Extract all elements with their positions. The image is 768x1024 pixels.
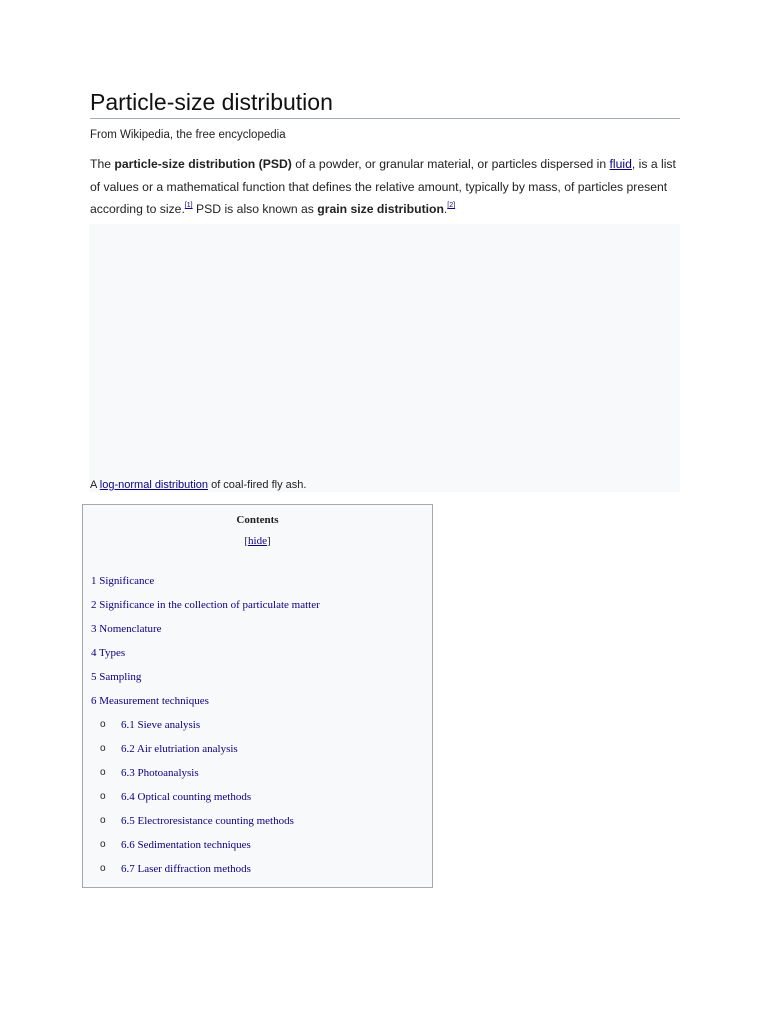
bullet-icon: o bbox=[100, 767, 106, 778]
table-of-contents bbox=[82, 504, 433, 888]
reference-2-link[interactable]: [2] bbox=[447, 202, 456, 209]
reference-1-link[interactable]: [1] bbox=[184, 202, 193, 209]
toc-subitem-photoanalysis[interactable] bbox=[91, 766, 320, 790]
toc-subitem-sedimentation[interactable] bbox=[91, 838, 320, 862]
lead-bold-term: particle-size distribution (PSD) bbox=[114, 157, 292, 171]
lead-bold-term: grain size distribution bbox=[317, 202, 444, 216]
page-title: Particle-size distribution bbox=[90, 88, 680, 119]
fluid-link[interactable]: fluid bbox=[609, 157, 632, 171]
figure-box bbox=[89, 224, 680, 492]
bullet-icon: o bbox=[100, 815, 106, 826]
lead-text: , is a list of values or a mathematical function that defines the relative amount, typically by mass, of particles present according to size. bbox=[90, 157, 676, 216]
toc-toggle bbox=[83, 535, 432, 547]
toc-item-measurement-techniques[interactable]: 6 Measurement techniques bbox=[91, 695, 209, 707]
toc-list bbox=[91, 574, 320, 886]
toc-subitem-label[interactable]: 6.2 Air elutriation analysis bbox=[121, 743, 238, 755]
toc-subitem-label[interactable]: 6.6 Sedimentation techniques bbox=[121, 839, 251, 851]
lead-paragraph bbox=[90, 153, 682, 221]
lead-text: PSD is also known as bbox=[192, 202, 318, 216]
bullet-icon: o bbox=[100, 791, 106, 802]
caption-text: A bbox=[90, 479, 100, 491]
lead-text: of a powder, or granular material, or particles dispersed in bbox=[291, 157, 610, 171]
bullet-icon: o bbox=[100, 743, 106, 754]
toc-subitem-sieve-analysis[interactable] bbox=[91, 718, 320, 742]
bullet-icon: o bbox=[100, 863, 106, 874]
toc-item-significance[interactable]: 1 Significance bbox=[91, 575, 155, 587]
toc-toggle-bracket: ] bbox=[266, 535, 271, 547]
toc-toggle-bracket: [ bbox=[244, 535, 249, 547]
figure-image-placeholder[interactable] bbox=[89, 224, 680, 470]
caption-text: of coal-fired fly ash. bbox=[208, 479, 307, 491]
toc-hide-link[interactable]: hide bbox=[248, 535, 267, 547]
reference-2[interactable] bbox=[447, 202, 455, 209]
toc-item-nomenclature[interactable]: 3 Nomenclature bbox=[91, 623, 162, 635]
toc-item-types[interactable]: 4 Types bbox=[91, 647, 126, 659]
toc-subitem-label[interactable]: 6.4 Optical counting methods bbox=[121, 791, 252, 803]
figure-caption bbox=[90, 478, 306, 492]
reference-1[interactable] bbox=[185, 202, 193, 209]
toc-item-sampling[interactable]: 5 Sampling bbox=[91, 671, 142, 683]
toc-subitem-electroresistance[interactable] bbox=[91, 814, 320, 838]
site-tagline: From Wikipedia, the free encyclopedia bbox=[90, 129, 286, 141]
toc-subitem-label[interactable]: 6.5 Electroresistance counting methods bbox=[121, 815, 294, 827]
toc-subitem-label[interactable]: 6.1 Sieve analysis bbox=[121, 719, 201, 731]
toc-subitem-optical-counting[interactable] bbox=[91, 790, 320, 814]
toc-subitem-label[interactable]: 6.7 Laser diffraction methods bbox=[121, 863, 251, 875]
bullet-icon: o bbox=[100, 839, 106, 850]
lead-text: The bbox=[90, 157, 115, 171]
lead-text: . bbox=[443, 202, 448, 216]
toc-subitem-label[interactable]: 6.3 Photoanalysis bbox=[121, 767, 199, 779]
log-normal-distribution-link[interactable]: log-normal distribution bbox=[99, 479, 209, 491]
bullet-icon: o bbox=[100, 719, 106, 730]
toc-subitem-laser-diffraction[interactable] bbox=[91, 862, 320, 886]
toc-subitem-air-elutriation[interactable] bbox=[91, 742, 320, 766]
toc-title: Contents bbox=[236, 514, 279, 526]
toc-item-significance-collection[interactable]: 2 Significance in the collection of particulate matter bbox=[91, 599, 320, 611]
